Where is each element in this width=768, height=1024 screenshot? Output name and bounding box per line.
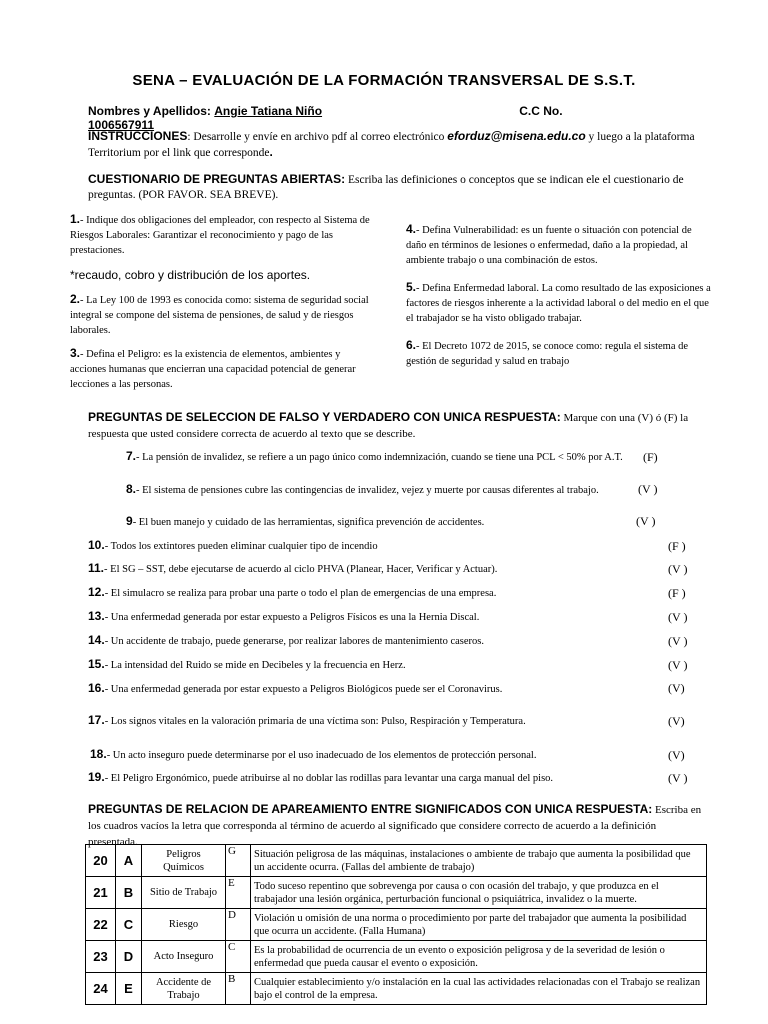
- fv-question: 16.- Una enfermedad generada por estar expuesto a Peligros Biológicos puede ser el Coronavirus.: [88, 681, 503, 695]
- student-info: [88, 104, 693, 132]
- fv-question: 18.- Un acto inseguro puede determinarse por el uso inadecuado de los elementos de protección personal.: [90, 747, 537, 761]
- term: Peligros Químicos: [142, 845, 226, 877]
- answer-letter: G: [226, 845, 251, 877]
- fv-section-header: [88, 409, 708, 442]
- recaudo-note: *recaudo, cobro y distribución de los aportes.: [70, 268, 311, 282]
- fv-answer: (V ): [668, 658, 688, 672]
- fv-question: 10.- Todos los extintores pueden eliminar cualquier tipo de incendio: [88, 538, 378, 552]
- fv-section-text: Marque con una (V) ó (F) la respuesta que usted considere correcta de acuerdo al texto que se describe.: [88, 412, 689, 440]
- row-letter: D: [116, 941, 142, 973]
- open-question-6: [406, 338, 711, 369]
- fv-answer: (V): [668, 714, 685, 728]
- table-row: [86, 845, 707, 877]
- definition: Situación peligrosa de las máquinas, instalaciones o ambiente de trabajo que aumenta la posibilidad que un accidente ocurra. (Fallas del ambiente de trabajo): [251, 845, 707, 877]
- open-section-text: Escriba las definiciones o conceptos que se indican ele el cuestionario de preguntas. (POR FAVOR. SEA BREVE).: [88, 174, 684, 201]
- cc-value: 1006567911: [88, 118, 155, 132]
- term: Sitio de Trabajo: [142, 877, 226, 909]
- question-text: - La Ley 100 de 1993 es conocida como: sistema de seguridad social integral se compone del sistema de pensiones, de salud y de riesgos laborales.: [70, 295, 369, 336]
- fv-answer: (V): [668, 681, 685, 695]
- question-number: 6.: [406, 338, 417, 352]
- definition: Es la probabilidad de ocurrencia de un evento o exposición peligrosa y de la severidad de lesión o enfermedad que pueda causar el evento o exposición.: [251, 941, 707, 973]
- row-letter: E: [116, 973, 142, 1005]
- open-question-1: [70, 212, 370, 258]
- term: Acto Inseguro: [142, 941, 226, 973]
- fv-answer: (V ): [668, 562, 688, 576]
- instructions-email: eforduz@misena.edu.co: [447, 129, 586, 143]
- fv-answer: (V ): [668, 771, 688, 785]
- fv-answer: (F): [643, 450, 658, 464]
- fv-question: 15.- La intensidad del Ruido se mide en Decibeles y la frecuencia en Herz.: [88, 657, 406, 671]
- question-number: 3.: [70, 346, 81, 360]
- fv-question: 12.- El simulacro se realiza para probar una parte o todo el plan de emergencias de una empresa.: [88, 585, 497, 599]
- instructions-text-2: y luego a la plataforma Territorium por el link que corresponde: [88, 131, 695, 159]
- instructions-text: : Desarrolle y envíe en archivo pdf al correo electrónico: [187, 131, 448, 143]
- definition: Violación u omisión de una norma o procedimiento por parte del trabajador que aumenta la posibilidad que ocurra un accidente. (Falla Humana): [251, 909, 707, 941]
- row-number: 20: [86, 845, 116, 877]
- row-number: 23: [86, 941, 116, 973]
- answer-letter: E: [226, 877, 251, 909]
- fv-question: 8.- El sistema de pensiones cubre las contingencias de invalidez, vejez y muerte por causas diferentes al trabajo.: [126, 482, 599, 496]
- question-text: - Indique dos obligaciones del empleador, con respecto al Sistema de Riesgos Laborales: Garantizar el reconocimiento y pago de las prestaciones.: [70, 215, 370, 256]
- fv-answer: (V ): [668, 610, 688, 624]
- answer-letter: C: [226, 941, 251, 973]
- match-section-text: Escriba en los cuadros vacíos la letra que corresponda al término de acuerdo al significado que considere correcto de acuerdo a la definición presentada.: [88, 804, 702, 848]
- answer-letter: D: [226, 909, 251, 941]
- question-text: - Defina Vulnerabilidad: es un fuente o situación con potencial de daño en términos de lesiones o enfermedad, daño a la propiedad, al ambiente trabajo o una combinación de estos.: [406, 225, 692, 266]
- question-number: 4.: [406, 222, 417, 236]
- open-question-5: [406, 280, 711, 326]
- table-row: [86, 877, 707, 909]
- names-value: Angie Tatiana Niño: [214, 104, 323, 118]
- row-letter: B: [116, 877, 142, 909]
- table-row: [86, 973, 707, 1005]
- question-number: 2.: [70, 292, 81, 306]
- question-text: - El Decreto 1072 de 2015, se conoce como: regula el sistema de gestión de seguridad y salud en trabajo: [406, 341, 689, 367]
- instructions-end: .: [269, 145, 273, 159]
- question-text: - Defina el Peligro: es la existencia de elementos, ambientes y acciones humanas que encierran una capacidad potencial de generar lecciones a las personas.: [70, 349, 356, 390]
- matching-table: [85, 844, 707, 1005]
- question-number: 1.: [70, 212, 81, 226]
- page-title: SENA – EVALUACIÓN DE LA FORMACIÓN TRANSVERSAL DE S.S.T.: [132, 72, 636, 89]
- fv-answer: (V ): [668, 634, 688, 648]
- table-row: [86, 941, 707, 973]
- row-number: 21: [86, 877, 116, 909]
- fv-question: 17.- Los signos vitales en la valoración primaria de una víctima son: Pulso, Respiración y Temperatura.: [88, 713, 526, 727]
- fv-question: 9- El buen manejo y cuidado de las herramientas, significa prevención de accidentes.: [126, 514, 485, 528]
- fv-question: 7.- La pensión de invalidez, se refiere a un pago único como indemnización, cuando se tiene una PCL < 50% por A.T.: [126, 449, 623, 463]
- term: Accidente de Trabajo: [142, 973, 226, 1005]
- row-number: 22: [86, 909, 116, 941]
- question-number: 5.: [406, 280, 417, 294]
- row-letter: C: [116, 909, 142, 941]
- fv-answer: (V ): [638, 482, 658, 496]
- definition: Cualquier establecimiento y/o instalación en la cual las actividades relacionadas con el Trabajo se realizan bajo el control de la empresa.: [251, 973, 707, 1005]
- fv-answer: (V): [668, 748, 685, 762]
- instructions-label: INSTRUCCIONES: [88, 129, 188, 143]
- row-number: 24: [86, 973, 116, 1005]
- definition: Todo suceso repentino que sobrevenga por causa o con ocasión del trabajo, y que produzca en el trabajador una lesión orgánica, perturbación funcional o psiquiátrica, invalidez o la muerte.: [251, 877, 707, 909]
- open-section-label: CUESTIONARIO DE PREGUNTAS ABIERTAS:: [88, 172, 346, 186]
- fv-question: 19.- El Peligro Ergonómico, puede atribuirse al no doblar las rodillas para levantar una carga manual del piso.: [88, 770, 554, 784]
- open-section-header: [88, 172, 708, 203]
- question-text: - Defina Enfermedad laboral. La como resultado de las exposiciones a factores de riesgos inherente a la actividad laboral o del medio en el que el trabajador se ha visto obligado trabajar.: [406, 283, 711, 324]
- fv-question: 13.- Una enfermedad generada por estar expuesto a Peligros Físicos es una la Hernia Discal.: [88, 609, 480, 623]
- fv-question: 11.- El SG – SST, debe ejecutarse de acuerdo al ciclo PHVA (Planear, Hacer, Verificar y Actuar).: [88, 561, 498, 575]
- row-letter: A: [116, 845, 142, 877]
- term: Riesgo: [142, 909, 226, 941]
- answer-letter: B: [226, 973, 251, 1005]
- fv-answer: (F ): [668, 539, 686, 553]
- fv-question: 14.- Un accidente de trabajo, puede generarse, por realizar labores de mantenimiento caseros.: [88, 633, 484, 647]
- table-row: [86, 909, 707, 941]
- fv-answer: (F ): [668, 586, 686, 600]
- cc-label: C.C No.: [519, 104, 563, 118]
- open-question-2: [70, 292, 370, 338]
- match-section-label: PREGUNTAS DE RELACION DE APAREAMIENTO ENTRE SIGNIFICADOS CON UNICA RESPUESTA:: [88, 802, 653, 816]
- open-question-4: [406, 222, 711, 268]
- instructions: [88, 129, 708, 161]
- match-section-header: [88, 801, 708, 850]
- open-question-3: [70, 346, 370, 392]
- fv-section-label: PREGUNTAS DE SELECCION DE FALSO Y VERDADERO CON UNICA RESPUESTA:: [88, 410, 561, 424]
- fv-answer: (V ): [636, 514, 656, 528]
- names-label: Nombres y Apellidos:: [88, 104, 211, 118]
